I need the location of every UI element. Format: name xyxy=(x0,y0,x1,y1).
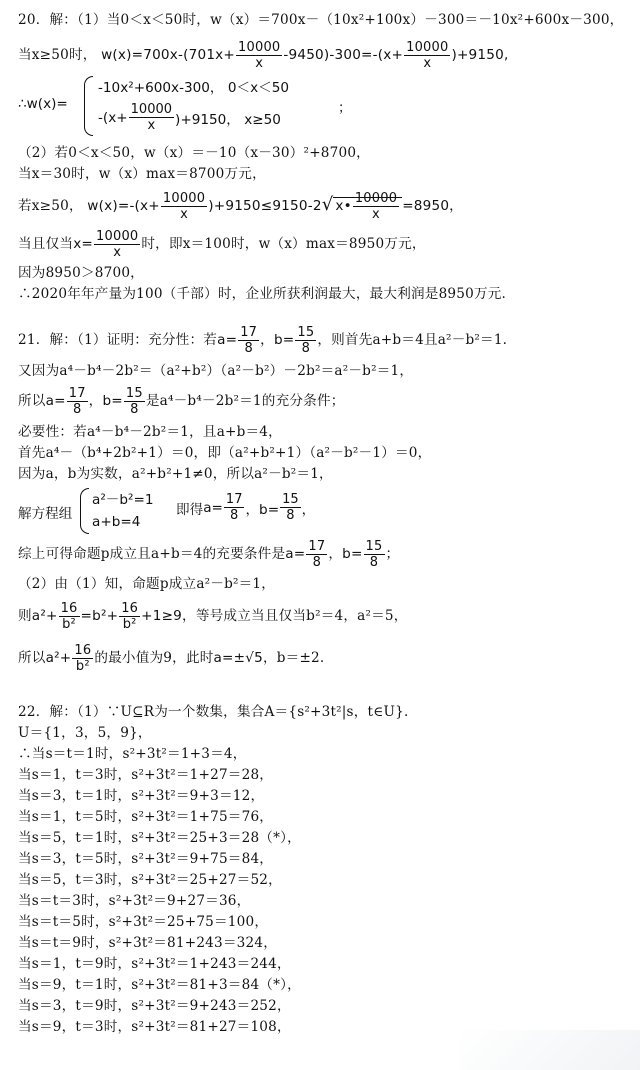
q21-equation-system xyxy=(18,486,538,536)
fraction xyxy=(364,539,385,570)
fraction xyxy=(124,386,145,417)
fraction-denominator: b² xyxy=(122,617,137,632)
q21-line-10 xyxy=(18,596,408,636)
fraction-numerator: 17 xyxy=(225,492,243,507)
fraction-numerator: 10000 xyxy=(354,190,398,206)
q22-case-line: 当s＝5，t＝1时，s²+3t²＝25+3＝28（*）， xyxy=(18,830,301,846)
q20-l6-a: w(x)=-(x+ xyxy=(87,198,160,214)
q20-l7-x: x= xyxy=(73,236,94,252)
fraction-numerator: 16 xyxy=(74,643,92,658)
q21-l10-pre: 则 xyxy=(18,608,32,624)
q21-line-4: 必要性：若a⁴－b⁴－2b²＝1，且a+b＝4， xyxy=(18,424,282,440)
fraction-denominator: 8 xyxy=(369,555,379,570)
q21-eq-1: a²－b²=1 xyxy=(92,492,154,508)
q20-l6-b: )+9150≤9150-2 xyxy=(208,198,322,214)
fraction xyxy=(129,102,174,133)
q21-l3-post: 是a⁴－b⁴－2b²＝1的充分条件； xyxy=(145,393,345,409)
sqrt-radicand xyxy=(333,190,402,222)
q22-case-line: 当s＝t＝9时，s²+3t²＝81+243＝324， xyxy=(18,935,277,951)
q22-case-line: 当s＝9，t＝1时，s²+3t²＝81+3＝84（*）， xyxy=(18,977,301,993)
fraction-numerator: 17 xyxy=(308,539,326,554)
q21-l11-mid: 的最小值为9，此时 xyxy=(94,650,214,666)
fraction-numerator: 17 xyxy=(68,386,86,401)
fraction-denominator: x xyxy=(113,245,122,260)
fraction-numerator: 10000 xyxy=(406,40,449,55)
q20-line-7 xyxy=(18,226,426,262)
q21-l8-end: ； xyxy=(385,546,400,562)
q22-case-line: 当s＝3，t＝9时，s²+3t²＝9+243＝252， xyxy=(18,998,291,1014)
q22-case-line: 当s＝5，t＝3时，s²+3t²＝25+27＝52， xyxy=(18,872,282,888)
fraction-denominator: 8 xyxy=(312,555,322,570)
fraction-numerator: 17 xyxy=(240,325,258,340)
q20-line-8: 因为8950＞8700， xyxy=(18,265,144,281)
piecewise-brace xyxy=(84,76,93,136)
q21-l3-b: ，b= xyxy=(88,393,123,409)
q20-l6-pre: 若x≥50， xyxy=(18,198,83,214)
fraction xyxy=(353,191,399,222)
q21-line-5: 首先a⁴－（b⁴+2b²+1）＝0，即（a²+b²+1）（a²－b²－1）＝0， xyxy=(18,445,432,461)
q21-l7-mid: 即得 xyxy=(176,501,204,518)
q21-l10-b: =b²+ xyxy=(80,608,119,624)
q22-line-2: U＝{1，3，5，9}， xyxy=(18,725,152,741)
fraction-denominator: 8 xyxy=(244,341,253,356)
fraction xyxy=(224,492,245,523)
q22-case-line: 当s＝1，t＝9时，s²+3t²＝1+243＝244， xyxy=(18,956,291,972)
fraction-numerator: 10000 xyxy=(130,102,173,117)
fraction xyxy=(404,40,450,71)
q20-l7-post: 时，即x＝100时，w（x）max＝8950万元， xyxy=(141,236,426,252)
q21-l1-post: ，则首先a+b＝4且a²－b²＝1. xyxy=(317,332,508,348)
fraction-numerator: 15 xyxy=(125,386,143,401)
q21-l7-b: ，b= xyxy=(245,501,280,518)
q22-case-line: 当s＝t＝5时，s²+3t²＝25+75＝100， xyxy=(18,914,269,930)
fraction-denominator: 8 xyxy=(301,341,311,356)
q20-case-2 xyxy=(98,102,281,133)
q20-line-6 xyxy=(18,187,463,223)
corner-fade xyxy=(460,1030,640,1070)
q21-l11-b: a=±√5 xyxy=(213,650,263,666)
fraction-denominator: 8 xyxy=(130,402,139,417)
fraction-denominator: 8 xyxy=(72,402,82,417)
q21-line-9: （2）由（1）知，命题p成立a²－b²＝1， xyxy=(18,576,276,592)
fraction-numerator: 15 xyxy=(297,325,315,340)
fraction-numerator: 10000 xyxy=(162,191,206,206)
fraction xyxy=(306,539,327,570)
q20-line-1: 20．解：（1）当0＜x＜50时，w（x）＝700x－（10x²+100x）－300＝－10x²+600x－300， xyxy=(18,12,624,28)
q21-l1-a: a= xyxy=(217,332,238,348)
fraction-numerator: 15 xyxy=(282,492,299,507)
fraction xyxy=(295,325,316,356)
fraction xyxy=(280,492,301,523)
q20-line-9: ∴2020年年产量为100（千部）时，企业所获利润最大，最大利润是8950万元. xyxy=(18,286,507,302)
q21-l7-a: a= xyxy=(203,499,223,516)
fraction xyxy=(72,643,93,674)
q22-case-line: 当s＝3，t＝1时，s²+3t²＝9+3＝12， xyxy=(18,788,265,804)
system-brace xyxy=(80,488,89,534)
q20-case-2-a: -(x+ xyxy=(98,109,128,126)
q21-line-6: 因为a，b为实数，a²+b²+1≠0，所以a²－b²＝1， xyxy=(18,466,333,482)
q22-line-1: 22．解：（1）∵U⊆R为一个数集，集合A＝{s²+3t²|s，t∈U}. xyxy=(18,704,409,720)
fraction xyxy=(238,325,259,356)
q21-l1-pre: 21．解：（1）证明：充分性：若 xyxy=(18,332,218,348)
q20-line-2 xyxy=(18,38,508,72)
q21-l8-pre: 综上可得命题p成立且a+b＝4的充要条件是 xyxy=(18,546,286,562)
q21-line-11 xyxy=(18,638,324,678)
fraction-denominator: b² xyxy=(62,617,76,632)
fraction xyxy=(67,386,88,417)
q20-case-2-b: )+9150， x≥50 xyxy=(175,111,281,128)
q21-line-3 xyxy=(18,382,345,420)
q21-l10-a: a²+ xyxy=(31,608,58,624)
sqrt-sign: √ xyxy=(321,194,334,215)
fraction-denominator: x xyxy=(423,56,432,71)
q21-l10-post: 等号成立当且仅当b²＝4，a²＝5， xyxy=(195,608,408,624)
q21-l11-a: a²+ xyxy=(45,650,72,666)
q22-case-line: ∴当s＝t＝1时，s²+3t²＝1+3＝4， xyxy=(18,746,247,762)
q21-l1-b: ，b= xyxy=(260,332,295,348)
fraction xyxy=(59,601,80,632)
q21-l11-post: ，b＝±2. xyxy=(262,650,325,666)
q20-case-1: -10x²+600x-300， 0＜x＜50 xyxy=(98,80,290,96)
q22-case-line: 当s＝9，t＝3时，s²+3t²＝81+27＝108， xyxy=(18,1019,291,1035)
fraction-numerator: 15 xyxy=(365,539,383,554)
q20-l6-root-a: x• xyxy=(335,198,352,214)
q21-l3-pre: 所以 xyxy=(18,393,46,409)
fraction xyxy=(94,229,140,260)
fraction-denominator: b² xyxy=(75,659,90,674)
q20-line-5: 当x＝30时，w（x）max＝8700万元， xyxy=(18,166,266,182)
fraction-numerator: 10000 xyxy=(96,229,139,244)
q20-l7-pre: 当且仅当 xyxy=(18,236,74,252)
q22-case-line: 当s＝t＝3时，s²+3t²＝9+27＝36， xyxy=(18,893,251,909)
q21-line-2: 又因为a⁴－b⁴－2b²＝（a²+b²）（a²－b²）－2b²＝a²－b²＝1， xyxy=(18,363,414,379)
fraction-denominator: 8 xyxy=(230,508,239,523)
q21-l7-pre: 解方程组 xyxy=(18,506,73,522)
q22-case-line: 当s＝1，t＝5时，s²+3t²＝1+75＝76， xyxy=(18,809,274,825)
q20-piecewise xyxy=(18,74,438,138)
q20-l3-end: ； xyxy=(338,100,352,116)
q21-eq-2: a+b=4 xyxy=(92,514,141,530)
q20-l2-f1: w(x)=700x-(701x+ xyxy=(101,47,236,63)
fraction-numerator: 16 xyxy=(121,601,139,616)
q21-l11-pre: 所以 xyxy=(18,650,46,666)
q22-case-line: 当s＝1，t＝3时，s²+3t²＝1+27＝28， xyxy=(18,767,274,783)
fraction xyxy=(236,40,282,71)
fraction-denominator: 8 xyxy=(286,508,295,523)
q20-l2-f2: -9450)-300=-(x+ xyxy=(283,47,404,63)
q21-l8-a: a= xyxy=(285,546,306,562)
q21-line-1 xyxy=(18,320,507,360)
fraction-denominator: x xyxy=(255,56,264,71)
q22-case-line: 当s＝3，t＝5时，s²+3t²＝9+75＝84， xyxy=(18,851,274,867)
q21-l7-result xyxy=(176,492,315,523)
q20-l2-pre: 当x≥50时， xyxy=(18,47,97,63)
q20-l6-c: =8950， xyxy=(402,198,463,214)
fraction-denominator: x xyxy=(372,206,380,222)
q20-l3-pre: ∴w(x)= xyxy=(18,96,68,112)
q21-l8-b: ，b= xyxy=(328,546,363,562)
q20-l2-f3: )+9150, xyxy=(451,47,509,63)
fraction xyxy=(119,601,140,632)
fraction-denominator: x xyxy=(180,207,189,222)
q21-l10-c: +1≥9， xyxy=(141,608,196,624)
fraction-numerator: 10000 xyxy=(238,40,281,55)
q20-line-4: （2）若0＜x＜50，w（x）＝－10（x－30）²+8700， xyxy=(18,145,370,161)
q21-l7-end: ， xyxy=(301,501,316,518)
fraction-numerator: 16 xyxy=(60,601,78,616)
fraction xyxy=(161,191,207,222)
q21-l3-a: a= xyxy=(45,393,66,409)
fraction-denominator: x xyxy=(147,118,156,133)
q21-line-8 xyxy=(18,534,399,574)
